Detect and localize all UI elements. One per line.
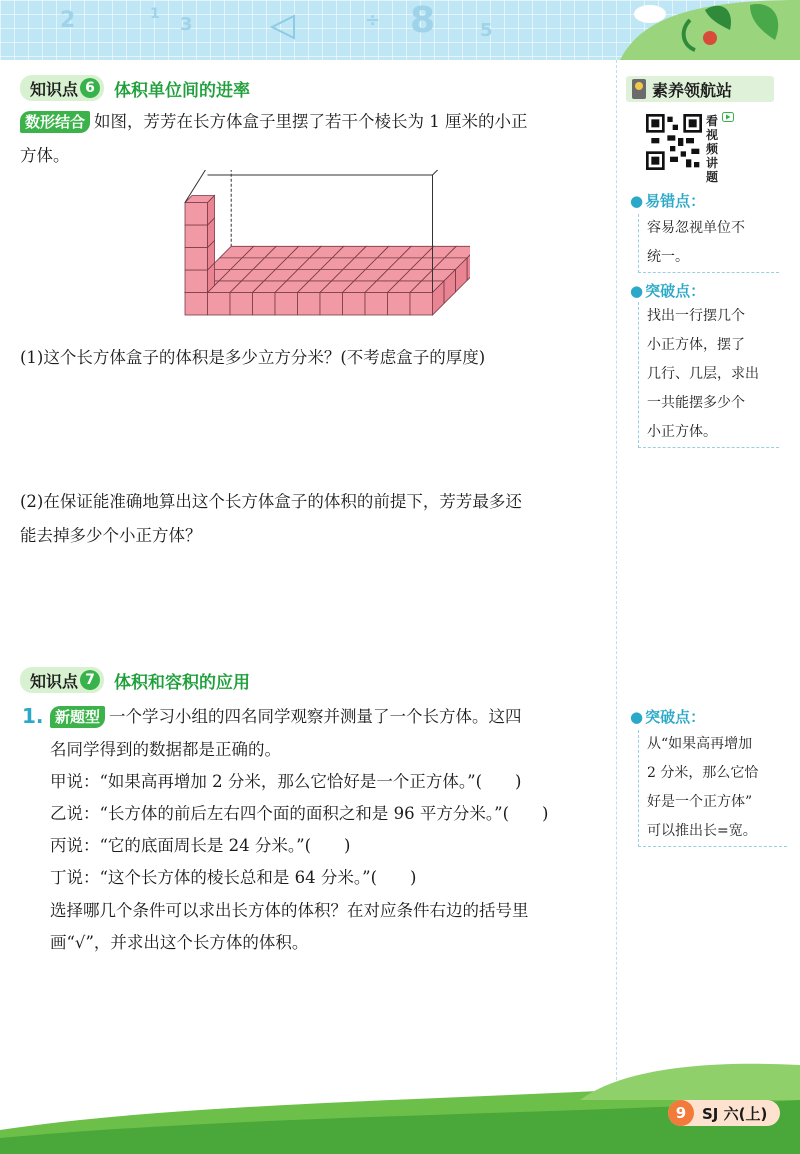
- problem-line-7: 选择哪几个条件可以求出长方体的体积？在对应条件右边的括号里: [50, 901, 529, 920]
- bullet-dot-icon: ●: [630, 192, 644, 210]
- leaf-corner-decor-icon: [610, 0, 800, 60]
- watch-video-label: 看视频讲题: [706, 114, 719, 184]
- qr-code-icon[interactable]: [646, 114, 702, 170]
- cube-front-face: [298, 293, 321, 316]
- knowledge-point-tag: [20, 75, 104, 101]
- cube-front-face: [185, 203, 208, 226]
- kp-number: 7: [80, 670, 100, 690]
- easy-error-heading: ● 易错点：: [630, 192, 706, 210]
- sidebar-title: [626, 76, 774, 102]
- cube-front-face: [185, 293, 208, 316]
- sidebar-line: 容易忽视单位不: [647, 220, 745, 236]
- cube-front-face: [365, 293, 388, 316]
- sidebar-line: 小正方体。: [647, 424, 717, 440]
- problem-text: 一个学习小组的四名同学观察并测量了一个长方体。这四: [109, 707, 522, 726]
- section-title: 体积和容积的应用: [114, 672, 251, 693]
- cube-front-face: [410, 293, 433, 316]
- lighthouse-icon: [632, 79, 646, 99]
- sidebar-line: 找出一行摆几个: [647, 308, 745, 324]
- binding-margin-text: [4, 650, 12, 1030]
- cube-front-face: [275, 293, 298, 316]
- bullet-dot-icon: ●: [630, 282, 644, 300]
- sidebar-line: 一共能摆多少个: [647, 395, 745, 411]
- sidebar-line: 2 分米，那么它恰: [647, 765, 759, 781]
- cube-front-face: [320, 293, 343, 316]
- shape-number-tag: 数形结合: [20, 111, 90, 133]
- statement-jia: 甲说：“如果高再增加 2 分米，那么它恰好是一个正方体。”( ): [50, 772, 522, 791]
- sidebar-line: 可以推出长=宽。: [647, 823, 757, 839]
- breakthrough-heading: ● 突破点：: [630, 282, 706, 300]
- problem-line-1: [50, 703, 522, 731]
- question-1: (1)这个长方体盒子的体积是多少立方分米？(不考虑盒子的厚度): [20, 348, 486, 367]
- kp-label: 知识点: [30, 671, 79, 691]
- breakthrough-2-box: [638, 730, 787, 847]
- problem-line-8: 画“√”，并求出这个长方体的体积。: [50, 933, 309, 952]
- cube-front-face: [253, 293, 276, 316]
- sidebar-line: 统一。: [647, 249, 689, 265]
- cube-front-face: [388, 293, 411, 316]
- sidebar-line: 小正方体，摆了: [647, 337, 745, 353]
- cube-front-face: [208, 293, 231, 316]
- statement-bing: 丙说：“它的底面周长是 24 分米。”( ): [50, 836, 351, 855]
- decor-digit: 1: [150, 6, 160, 22]
- decor-digit: 5: [480, 20, 493, 41]
- cube-front-face: [230, 293, 253, 316]
- bullet-dot-icon: ●: [630, 708, 644, 726]
- sidebar-title-text: 素养领航站: [652, 80, 733, 100]
- page-number: 9: [668, 1100, 694, 1126]
- new-question-type-tag: 新题型: [50, 706, 105, 728]
- intro-text: 如图，芳芳在长方体盒子里摆了若干个棱长为 1 厘米的小正: [94, 112, 528, 131]
- decor-digit: 3: [180, 14, 193, 35]
- intro-line-2: 方体。: [20, 146, 70, 165]
- question-number: 1.: [22, 704, 44, 728]
- breakthrough-box: [638, 302, 779, 448]
- box-edge: [433, 170, 471, 175]
- knowledge-point-tag: [20, 667, 104, 693]
- breakthrough-2-heading: ● 突破点：: [630, 708, 706, 726]
- cube-front-face: [185, 225, 208, 248]
- section-title: 体积单位间的进率: [114, 80, 251, 101]
- knowledge-point-7-header: [20, 668, 250, 692]
- question-2-line-1: (2)在保证能准确地算出这个长方体盒子的体积的前提下，芳芳最多还: [20, 492, 522, 511]
- cube-front-face: [185, 270, 208, 293]
- intro-line-1: [20, 108, 528, 136]
- problem-line-2: 名同学得到的数据都是正确的。: [50, 740, 281, 759]
- statement-ding: 丁说：“这个长方体的棱长总和是 64 分米。”( ): [50, 868, 417, 887]
- decor-digit: 8: [410, 0, 436, 41]
- sidebar-line: 从“如果高再增加: [647, 736, 753, 752]
- sidebar-line: 好是一个正方体”: [647, 794, 753, 810]
- kp-label: 知识点: [30, 79, 79, 99]
- edition-label: SJ 六(上): [702, 1104, 768, 1123]
- knowledge-point-6-header: [20, 76, 250, 100]
- decor-digit: 2: [60, 8, 76, 33]
- cube-front-face: [343, 293, 366, 316]
- play-icon: [722, 112, 734, 122]
- triangle-decor-icon: [270, 14, 298, 40]
- cube-front-face: [185, 248, 208, 271]
- statement-yi: 乙说：“长方体的前后左右四个面的面积之和是 96 平方分米。”( ): [50, 804, 549, 823]
- decor-digit: ÷: [365, 10, 381, 31]
- kp-number: 6: [80, 78, 100, 98]
- question-2-line-2: 能去掉多少个小正方体？: [20, 526, 202, 545]
- sidebar-line: 几行、几层，求出: [647, 366, 759, 382]
- page-number-badge: [668, 1100, 780, 1126]
- easy-error-box: [638, 214, 779, 273]
- cuboid-box-figure: [180, 170, 470, 340]
